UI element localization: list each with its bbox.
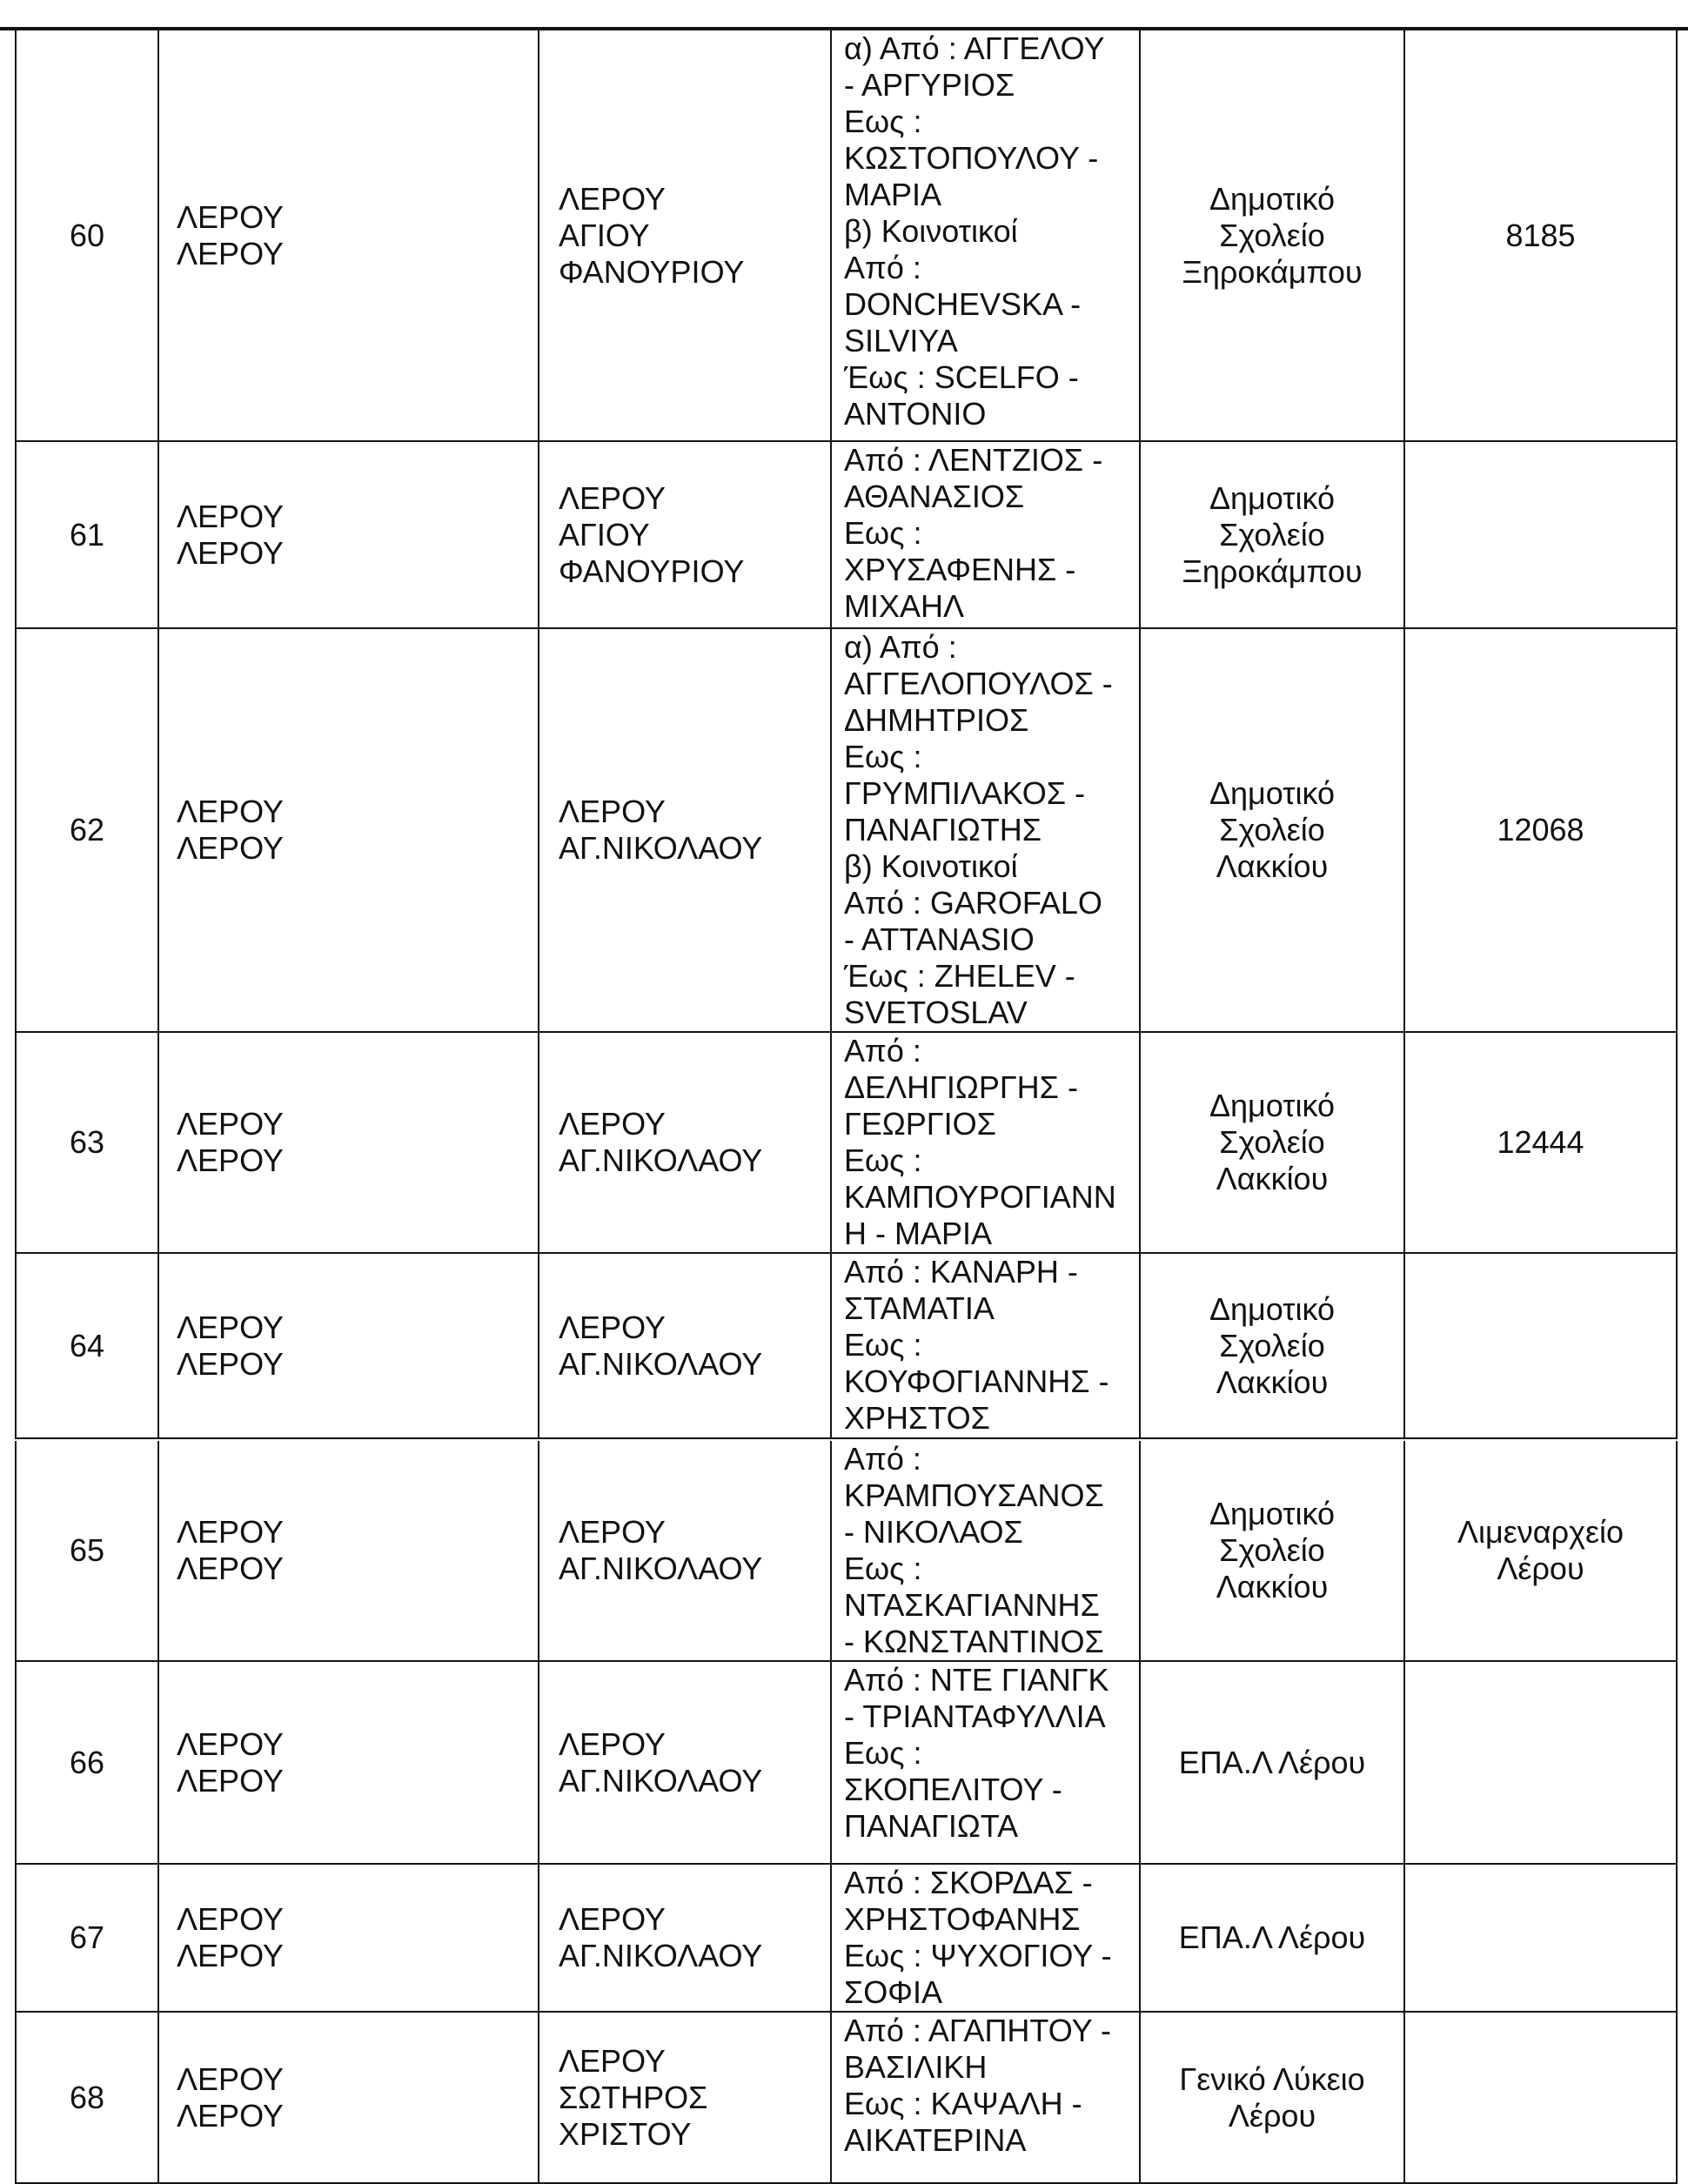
- district-cell: [539, 628, 831, 1032]
- district-cell-line: ΛΕΡΟΥ: [559, 1106, 666, 1142]
- polling-station-cell: [1140, 30, 1404, 441]
- row-number: [16, 1661, 158, 1864]
- voter-range-cell-line: Έως : SCELFO -: [844, 359, 1079, 395]
- table-row: [16, 1253, 1677, 1438]
- voter-range-cell: [831, 1032, 1140, 1253]
- voter-range-cell-line: DONCHEVSKA -: [844, 286, 1082, 322]
- voter-range-cell-line: ΒΑΣΙΛΙΚΗ: [844, 2049, 988, 2085]
- row-number: [16, 1032, 158, 1253]
- district-cell-line: ΛΕΡΟΥ: [559, 2042, 666, 2079]
- voters-cell: [1404, 1864, 1677, 2012]
- row-number: [16, 1441, 158, 1661]
- district-cell-line: ΦΑΝΟΥΡΙΟΥ: [559, 253, 745, 290]
- voter-range-cell-line: - ΤΡΙΑΝΤΑΦΥΛΛΙΑ: [844, 1698, 1106, 1734]
- voter-range-cell-line: β) Κοινοτικοί: [844, 848, 1018, 884]
- row-number-text: 68: [69, 2079, 105, 2115]
- municipality-cell-line: ΛΕΡΟΥ: [177, 1725, 284, 1762]
- voter-range-cell-line: ΓΕΩΡΓΙΟΣ: [844, 1106, 996, 1142]
- polling-stations-table-part-1: [15, 29, 1678, 1439]
- polling-station-cell-line: Σχολείο: [1219, 516, 1325, 553]
- polling-station-cell-line: Λακκίου: [1216, 848, 1329, 884]
- row-number-text: 62: [69, 812, 105, 847]
- voters-cell-text: 8185: [1505, 217, 1576, 253]
- voter-range-cell-line: α) Από :: [844, 629, 957, 665]
- polling-station-cell-line: Ξηροκάμπου: [1182, 553, 1363, 589]
- table-row: [16, 1864, 1677, 2012]
- voters-cell: [1404, 30, 1677, 441]
- polling-station-cell: [1140, 2012, 1404, 2183]
- voter-range-cell-line: SVETOSLAV: [844, 995, 1028, 1030]
- voter-range-cell-line: ΣΟΦΙΑ: [844, 1974, 942, 2010]
- voter-range-cell-line: ΜΙΧΑΗΛ: [844, 588, 965, 624]
- municipality-cell-line: ΛΕΡΟΥ: [177, 1551, 284, 1586]
- polling-station-cell-line: Ξηροκάμπου: [1182, 253, 1363, 290]
- row-number-text: 60: [69, 217, 105, 253]
- polling-station-cell: [1140, 441, 1404, 628]
- polling-station-cell: [1140, 1032, 1404, 1253]
- voter-range-cell-line: Από :: [844, 1033, 921, 1069]
- row-number-text: 67: [69, 1919, 105, 1955]
- district-cell-line: ΧΡΙΣΤΟΥ: [559, 2115, 692, 2152]
- voters-cell-text: 12068: [1497, 812, 1584, 847]
- voter-range-cell-line: ΜΑΡΙΑ: [844, 177, 942, 212]
- table-row: [16, 628, 1677, 1032]
- voter-range-cell-line: ΚΡΑΜΠΟΥΣΑΝΟΣ: [844, 1477, 1104, 1513]
- district-cell: [539, 1864, 831, 2012]
- table-row: [16, 441, 1677, 628]
- voter-range-cell: [831, 1253, 1140, 1438]
- municipality-cell: [158, 2012, 539, 2183]
- voter-range-cell-line: - ΝΙΚΟΛΑΟΣ: [844, 1514, 1023, 1550]
- voter-range-cell-line: Από : ΑΓΑΠΗΤΟΥ -: [844, 2013, 1111, 2048]
- municipality-cell-line: ΛΕΡΟΥ: [177, 235, 284, 271]
- voter-range-cell-line: Έως : ZHELEV -: [844, 958, 1075, 994]
- municipality-cell-line: ΛΕΡΟΥ: [177, 2097, 284, 2134]
- voter-range-cell-line: ΑΙΚΑΤΕΡΙΝΑ: [844, 2122, 1027, 2158]
- municipality-cell-line: ΛΕΡΟΥ: [177, 1901, 284, 1937]
- voters-cell: [1404, 1441, 1677, 1661]
- voter-range-cell-line: Από :: [844, 250, 921, 285]
- district-cell-line: ΑΓ.ΝΙΚΟΛΑΟΥ: [559, 1938, 763, 1973]
- voter-range-cell-line: SILVIYA: [844, 323, 958, 358]
- polling-station-cell-line: Δημοτικό: [1209, 775, 1336, 811]
- voter-range-cell-line: Εως :: [844, 1735, 922, 1771]
- municipality-cell-line: ΛΕΡΟΥ: [177, 498, 284, 534]
- voter-range-cell-line: Από :: [844, 1441, 921, 1477]
- row-number: [16, 30, 158, 441]
- polling-station-cell: [1140, 1661, 1404, 1864]
- voters-cell: [1404, 1661, 1677, 1864]
- municipality-cell-line: ΛΕΡΟΥ: [177, 2060, 284, 2097]
- voter-range-cell-line: Από : ΣΚΟΡΔΑΣ -: [844, 1865, 1093, 1900]
- district-cell-line: ΑΓ.ΝΙΚΟΛΑΟΥ: [559, 1762, 763, 1799]
- voter-range-cell-line: Από : ΛΕΝΤΖΙΟΣ -: [844, 442, 1103, 478]
- voter-range-cell-line: Εως :: [844, 1142, 922, 1178]
- district-cell: [539, 30, 831, 441]
- municipality-cell: [158, 1253, 539, 1438]
- municipality-cell-line: ΛΕΡΟΥ: [177, 830, 284, 866]
- voter-range-cell-line: ΑΓΓΕΛΟΠΟΥΛΟΣ -: [844, 666, 1113, 701]
- polling-station-cell-line: Δημοτικό: [1209, 180, 1336, 217]
- voter-range-cell-line: ΣΤΑΜΑΤΙΑ: [844, 1290, 995, 1326]
- polling-station-cell: [1140, 628, 1404, 1032]
- polling-station-cell-line: Δημοτικό: [1209, 479, 1336, 516]
- row-number: [16, 1864, 158, 2012]
- voter-range-cell: [831, 1441, 1140, 1661]
- district-cell-line: ΑΓ.ΝΙΚΟΛΑΟΥ: [559, 830, 763, 866]
- row-number-text: 63: [69, 1124, 105, 1160]
- voters-cell: [1404, 441, 1677, 628]
- municipality-cell-line: ΛΕΡΟΥ: [177, 1514, 284, 1550]
- row-number: [16, 2012, 158, 2183]
- voter-range-cell-line: Η - ΜΑΡΙΑ: [844, 1216, 993, 1251]
- voter-range-cell-line: ΚΟΥΦΟΓΙΑΝΝΗΣ -: [844, 1363, 1109, 1399]
- table-row: [16, 2012, 1677, 2183]
- row-number: [16, 1253, 158, 1438]
- district-cell-line: ΦΑΝΟΥΡΙΟΥ: [559, 553, 745, 589]
- district-cell-line: ΛΕΡΟΥ: [559, 180, 666, 217]
- voter-range-cell-line: ΔΕΛΗΓΙΩΡΓΗΣ -: [844, 1069, 1078, 1105]
- district-cell-line: ΛΕΡΟΥ: [559, 1514, 666, 1550]
- row-number: [16, 628, 158, 1032]
- district-cell: [539, 441, 831, 628]
- municipality-cell: [158, 1661, 539, 1864]
- municipality-cell-line: ΛΕΡΟΥ: [177, 1938, 284, 1973]
- voter-range-cell: [831, 441, 1140, 628]
- municipality-cell-line: ΛΕΡΟΥ: [177, 1345, 284, 1382]
- voter-range-cell: [831, 628, 1140, 1032]
- municipality-cell: [158, 628, 539, 1032]
- district-cell-line: ΛΕΡΟΥ: [559, 1309, 666, 1345]
- district-cell-line: ΛΕΡΟΥ: [559, 1725, 666, 1762]
- table-row: [16, 1032, 1677, 1253]
- district-cell: [539, 1661, 831, 1864]
- row-number-text: 64: [69, 1327, 105, 1363]
- municipality-cell: [158, 30, 539, 441]
- voter-range-cell-line: Εως :: [844, 1551, 922, 1586]
- voter-range-cell-line: ΓΡΥΜΠΙΛΑΚΟΣ -: [844, 775, 1086, 811]
- voter-range-cell: [831, 1864, 1140, 2012]
- district-cell-line: ΛΕΡΟΥ: [559, 479, 666, 516]
- voter-range-cell-line: ΠΑΝΑΓΙΩΤΑ: [844, 1808, 1019, 1844]
- district-cell-line: ΑΓ.ΝΙΚΟΛΑΟΥ: [559, 1142, 763, 1178]
- voter-range-cell-line: ΚΩΣΤΟΠΟΥΛΟΥ -: [844, 140, 1099, 176]
- polling-station-cell-line: Σχολείο: [1219, 1124, 1325, 1160]
- voter-range-cell-line: ΠΑΝΑΓΙΩΤΗΣ: [844, 812, 1042, 847]
- polling-station-cell-line: Λακκίου: [1216, 1363, 1329, 1400]
- voter-range-cell-line: ΝΤΑΣΚΑΓΙΑΝΝΗΣ: [844, 1587, 1100, 1623]
- voters-cell-text: Λιμεναρχείο Λέρου: [1457, 1514, 1624, 1586]
- row-number-text: 61: [69, 516, 105, 553]
- voter-range-cell-line: ΔΗΜΗΤΡΙΟΣ: [844, 702, 1029, 738]
- voter-range-cell-line: Από : ΝΤΕ ΓΙΑΝΓΚ: [844, 1662, 1109, 1698]
- voter-range-cell-line: ΣΚΟΠΕΛΙΤΟΥ -: [844, 1772, 1062, 1807]
- polling-station-cell-line: ΕΠΑ.Λ Λέρου: [1178, 1919, 1366, 1955]
- district-cell-line: ΑΓ.ΝΙΚΟΛΑΟΥ: [559, 1551, 763, 1586]
- voter-range-cell: [831, 2012, 1140, 2183]
- voters-cell: [1404, 628, 1677, 1032]
- row-number-text: 65: [69, 1532, 105, 1568]
- municipality-cell-line: ΛΕΡΟΥ: [177, 1106, 284, 1142]
- polling-station-cell-line: Σχολείο: [1219, 812, 1325, 847]
- municipality-cell-line: ΛΕΡΟΥ: [177, 198, 284, 235]
- district-cell-line: ΛΕΡΟΥ: [559, 794, 666, 829]
- district-cell: [539, 2012, 831, 2183]
- district-cell: [539, 1441, 831, 1661]
- polling-station-cell: [1140, 1253, 1404, 1438]
- polling-stations-table-part-2: [15, 1441, 1678, 2184]
- district-cell: [539, 1032, 831, 1253]
- municipality-cell-line: ΛΕΡΟΥ: [177, 794, 284, 829]
- district-cell-line: ΣΩΤΗΡΟΣ: [559, 2079, 708, 2115]
- voter-range-cell-line: - ΚΩΝΣΤΑΝΤΙΝΟΣ: [844, 1624, 1104, 1659]
- polling-station-cell-line: Σχολείο: [1219, 1532, 1325, 1568]
- voter-range-cell-line: Εως : ΨΥΧΟΓΙΟΥ -: [844, 1938, 1112, 1973]
- municipality-cell-line: ΛΕΡΟΥ: [177, 1142, 284, 1178]
- voter-range-cell-line: Εως :: [844, 739, 922, 774]
- municipality-cell: [158, 1441, 539, 1661]
- polling-station-cell-line: Δημοτικό: [1209, 1290, 1336, 1327]
- voter-range-cell-line: ΑΘΑΝΑΣΙΟΣ: [844, 479, 1025, 514]
- district-cell: [539, 1253, 831, 1438]
- district-cell-line: ΑΓ.ΝΙΚΟΛΑΟΥ: [559, 1345, 763, 1382]
- voter-range-cell-line: Εως :: [844, 104, 922, 139]
- voter-range-cell-line: ΧΡΗΣΤΟΣ: [844, 1400, 990, 1436]
- voter-range-cell-line: - ATTANASIO: [844, 921, 1035, 957]
- polling-station-cell-line: Λέρου: [1228, 2097, 1316, 2134]
- voters-cell: [1404, 1253, 1677, 1438]
- voter-range-cell-line: Εως : ΚΑΨΑΛΗ -: [844, 2086, 1082, 2121]
- municipality-cell: [158, 441, 539, 628]
- voters-cell: [1404, 2012, 1677, 2183]
- polling-station-cell-line: Δημοτικό: [1209, 1496, 1336, 1531]
- district-cell-line: ΑΓΙΟΥ: [559, 217, 650, 253]
- voter-range-cell-line: ΧΡΥΣΑΦΕΝΗΣ -: [844, 552, 1076, 587]
- polling-station-cell: [1140, 1441, 1404, 1661]
- table-row: [16, 1661, 1677, 1864]
- polling-station-cell-line: Λακκίου: [1216, 1161, 1329, 1196]
- polling-station-cell-line: Σχολείο: [1219, 1327, 1325, 1363]
- table-row: [16, 1441, 1677, 1661]
- voter-range-cell: [831, 30, 1140, 441]
- municipality-cell: [158, 1032, 539, 1253]
- municipality-cell: [158, 1864, 539, 2012]
- voters-cell-text: 12444: [1497, 1124, 1584, 1160]
- voter-range-cell-line: ΧΡΗΣΤΟΦΑΝΗΣ: [844, 1901, 1081, 1937]
- voters-cell: [1404, 1032, 1677, 1253]
- polling-station-cell-line: Λακκίου: [1216, 1569, 1329, 1605]
- row-number-text: 66: [69, 1744, 105, 1780]
- polling-station-cell-line: ΕΠΑ.Λ Λέρου: [1178, 1744, 1366, 1780]
- voter-range-cell: [831, 1661, 1140, 1864]
- municipality-cell-line: ΛΕΡΟΥ: [177, 534, 284, 571]
- row-number: [16, 441, 158, 628]
- table-row: [16, 30, 1677, 441]
- district-cell-line: ΑΓΙΟΥ: [559, 516, 650, 553]
- municipality-cell-line: ΛΕΡΟΥ: [177, 1762, 284, 1799]
- voter-range-cell-line: Από : ΚΑΝΑΡΗ -: [844, 1254, 1078, 1290]
- polling-station-cell: [1140, 1864, 1404, 2012]
- voter-range-cell-line: ANTONIO: [844, 396, 987, 432]
- voter-range-cell-line: - ΑΡΓΥΡΙΟΣ: [844, 67, 1015, 103]
- voter-range-cell-line: α) Από : ΑΓΓΕΛΟΥ: [844, 30, 1105, 66]
- voter-range-cell-line: ΚΑΜΠΟΥΡΟΓΙΑΝΝ: [844, 1179, 1116, 1215]
- polling-station-cell-line: Γενικό Λύκειο: [1179, 2060, 1365, 2097]
- district-cell-line: ΛΕΡΟΥ: [559, 1901, 666, 1937]
- municipality-cell-line: ΛΕΡΟΥ: [177, 1309, 284, 1345]
- voter-range-cell-line: Εως :: [844, 515, 922, 551]
- voter-range-cell-line: β) Κοινοτικοί: [844, 213, 1018, 249]
- voter-range-cell-line: Από : GAROFALO: [844, 885, 1102, 921]
- polling-station-cell-line: Σχολείο: [1219, 217, 1325, 253]
- voter-range-cell-line: Εως :: [844, 1327, 922, 1363]
- polling-station-cell-line: Δημοτικό: [1209, 1088, 1336, 1123]
